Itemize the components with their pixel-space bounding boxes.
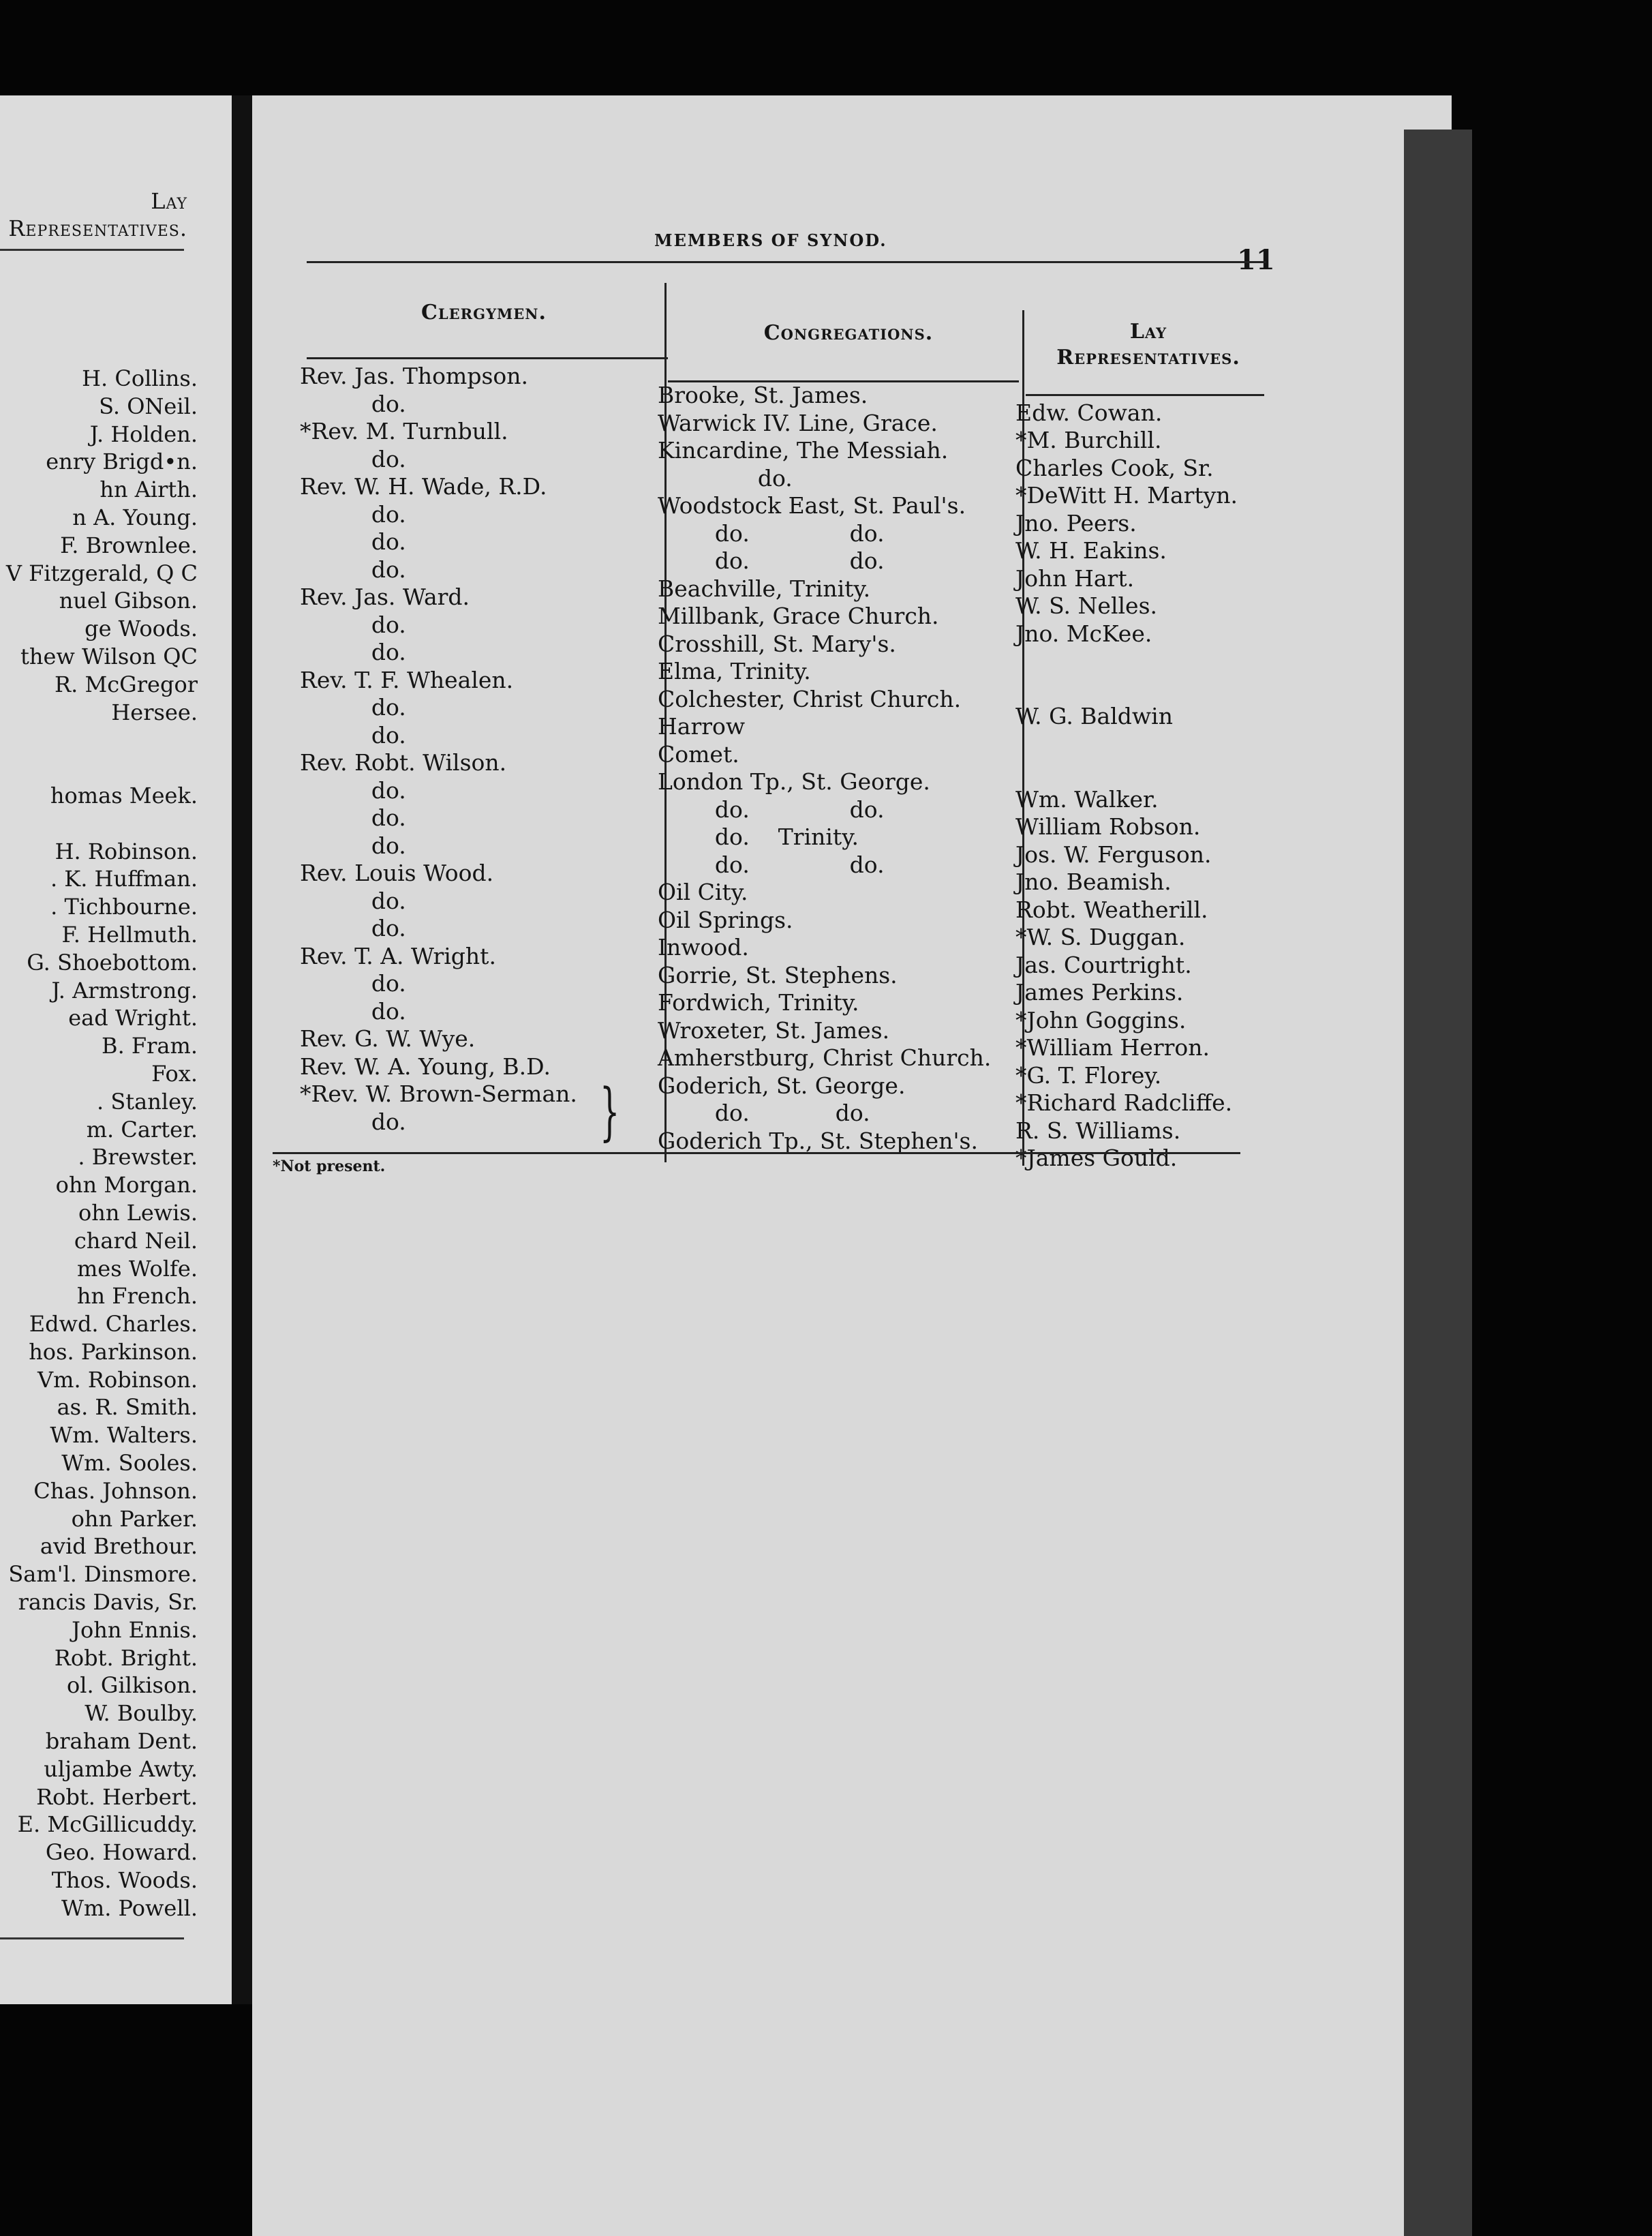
left-lay-name: chard Neil. bbox=[74, 1227, 198, 1254]
clergyman-entry: do. bbox=[300, 445, 406, 472]
clergyman-entry: do. bbox=[300, 556, 406, 583]
left-lay-name: R. McGregor bbox=[55, 671, 198, 697]
left-lay-name: B. Fram. bbox=[102, 1033, 198, 1059]
left-lay-name: Geo. Howard. bbox=[45, 1839, 198, 1866]
clergyman-entry: do. bbox=[300, 804, 406, 831]
congregation-entry: do. do. bbox=[658, 851, 885, 878]
brace-symbol: } bbox=[600, 1075, 620, 1148]
lay-representative-entry bbox=[1015, 731, 1238, 759]
clergyman-entry: *Rev. W. Brown-Serman. bbox=[300, 1081, 577, 1107]
left-lay-name: W. Boulby. bbox=[85, 1700, 198, 1727]
lay-representative-entry: William Robson. bbox=[1015, 813, 1201, 840]
congregation-entry: Brooke, St. James. bbox=[658, 382, 868, 408]
congregation-entry: Amherstburg, Christ Church. bbox=[658, 1044, 992, 1071]
lay-representative-entry: Jno. Peers. bbox=[1015, 509, 1137, 537]
lay-representative-entry: Edw. Cowan. bbox=[1015, 399, 1163, 426]
congregation-entry: Oil City. bbox=[658, 879, 748, 905]
left-lay-name: V Fitzgerald, Q C bbox=[5, 560, 198, 586]
header-lay-line1: Lay bbox=[1129, 320, 1167, 344]
clergyman-entry: do. bbox=[300, 639, 406, 665]
left-lay-name: Sam'l. Dinsmore. bbox=[8, 1561, 198, 1588]
congregation-entry: Inwood. bbox=[658, 934, 749, 961]
left-lay-name: Hersee. bbox=[111, 699, 198, 725]
left-lay-name: . K. Huffman. bbox=[50, 866, 198, 892]
clergyman-entry: do. bbox=[300, 997, 406, 1025]
lay-representative-entry: Charles Cook, Sr. bbox=[1015, 454, 1214, 481]
left-lay-name: G. Shoebottom. bbox=[27, 949, 198, 976]
left-header-line2: Representatives. bbox=[8, 215, 187, 241]
left-lay-name: hos. Parkinson. bbox=[29, 1338, 198, 1365]
congregation-entry: London Tp., St. George. bbox=[658, 768, 930, 795]
left-lay-name: H. Collins. bbox=[82, 365, 198, 391]
left-lay-name: nuel Gibson. bbox=[59, 588, 198, 614]
lay-representative-entry: Jno. Beamish. bbox=[1015, 868, 1172, 895]
congregation-entry: Goderich Tp., St. Stephen's. bbox=[658, 1127, 978, 1154]
congregation-entry: Colchester, Christ Church. bbox=[658, 685, 962, 712]
clergyman-entry: do. bbox=[300, 887, 406, 914]
congregation-entry: Goderich, St. George. bbox=[658, 1072, 906, 1099]
lay-representative-entry: *DeWitt H. Martyn. bbox=[1015, 482, 1238, 509]
congregation-entry: Harrow bbox=[658, 713, 746, 740]
lay-representative-entry: *William Herron. bbox=[1015, 1034, 1210, 1061]
congregation-entry: Kincardine, The Messiah. bbox=[658, 437, 949, 464]
congregation-entry: do. do. bbox=[658, 519, 885, 547]
footnote-not-present: *Not present. bbox=[273, 1158, 386, 1175]
clergyman-entry: Rev. Robt. Wilson. bbox=[300, 749, 507, 776]
clergyman-entry: Rev. W. A. Young, B.D. bbox=[300, 1053, 551, 1080]
lay-representative-entry: *John Goggins. bbox=[1015, 1006, 1187, 1033]
lay-representative-entry bbox=[1015, 648, 1238, 676]
clergyman-entry: Rev. Jas. Ward. bbox=[300, 584, 470, 610]
clergyman-entry: do. bbox=[300, 694, 406, 721]
congregation-entry: Fordwich, Trinity. bbox=[658, 989, 859, 1016]
left-lay-name: braham Dent. bbox=[45, 1728, 198, 1755]
clergyman-entry: Rev. Louis Wood. bbox=[300, 860, 494, 886]
left-lay-name: John Ennis. bbox=[72, 1616, 198, 1643]
clergyman-entry: Rev. T. A. Wright. bbox=[300, 942, 496, 969]
left-lay-name: Fox. bbox=[151, 1060, 198, 1087]
clergyman-entry: Rev. T. F. Whealen. bbox=[300, 666, 514, 693]
lay-representatives-column bbox=[1015, 372, 1238, 1173]
lay-representative-entry: John Hart. bbox=[1015, 564, 1135, 592]
left-lay-name: Vm. Robinson. bbox=[37, 1366, 198, 1393]
left-lay-name: Chas. Johnson. bbox=[33, 1477, 198, 1504]
left-lay-name bbox=[0, 810, 198, 838]
header-rule-clergymen bbox=[307, 357, 668, 359]
congregation-entry: do. Trinity. bbox=[658, 824, 859, 850]
left-lay-name: mes Wolfe. bbox=[76, 1255, 198, 1282]
left-lay-name: m. Carter. bbox=[86, 1116, 198, 1143]
left-top-rule bbox=[0, 249, 184, 251]
running-title: MEMBERS OF SYNOD. bbox=[654, 230, 887, 250]
lay-representative-entry: *M. Burchill. bbox=[1015, 427, 1162, 453]
header-clergymen: Clergymen. bbox=[421, 301, 547, 324]
book-binding bbox=[1404, 130, 1472, 2236]
left-lay-name: Wm. Walters. bbox=[50, 1422, 198, 1449]
lay-representative-entry bbox=[1015, 676, 1238, 704]
congregation-entry: Warwick IV. Line, Grace. bbox=[658, 409, 938, 436]
left-lay-name: Wm. Sooles. bbox=[61, 1450, 198, 1477]
congregation-entry: Elma, Trinity. bbox=[658, 658, 811, 684]
clergyman-entry: do. bbox=[300, 832, 406, 859]
congregation-entry: Crosshill, St. Mary's. bbox=[658, 630, 896, 657]
left-lay-name: ohn Lewis. bbox=[78, 1199, 198, 1226]
header-lay-representatives bbox=[1026, 319, 1271, 371]
left-lay-name: thew Wilson QC bbox=[20, 643, 198, 669]
left-lay-name: ead Wright. bbox=[68, 1005, 198, 1031]
left-lay-name: H. Robinson. bbox=[55, 838, 198, 864]
congregation-entry: Woodstock East, St. Paul's. bbox=[658, 492, 966, 519]
left-lay-name bbox=[0, 726, 198, 754]
congregation-entry: Gorrie, St. Stephens. bbox=[658, 961, 898, 988]
lay-representative-entry: Jos. W. Ferguson. bbox=[1015, 841, 1212, 868]
clergyman-entry: do. bbox=[300, 500, 406, 528]
left-lay-name: ol. Gilkison. bbox=[67, 1672, 198, 1699]
clergyman-entry: *Rev. M. Turnbull. bbox=[300, 418, 508, 444]
left-lay-name bbox=[0, 754, 198, 782]
left-lay-name: . Brewster. bbox=[78, 1144, 198, 1170]
page-number: 11 bbox=[1237, 244, 1275, 276]
lay-representative-entry: Wm. Walker. bbox=[1015, 785, 1159, 813]
congregation-entry: do. do. bbox=[658, 796, 885, 823]
lay-representative-entry: W. H. Eakins. bbox=[1015, 537, 1167, 564]
lay-representative-entry bbox=[1015, 758, 1238, 786]
table-bottom-rule bbox=[273, 1152, 1240, 1154]
left-lay-name: . Stanley. bbox=[97, 1088, 198, 1115]
left-bottom-rule bbox=[0, 1937, 184, 1939]
left-lay-name: ge Woods. bbox=[85, 616, 198, 642]
clergyman-entry: do. bbox=[300, 390, 406, 417]
congregation-entry: Millbank, Grace Church. bbox=[658, 603, 939, 629]
congregation-entry: Oil Springs. bbox=[658, 906, 793, 933]
left-lay-name: ohn Parker. bbox=[71, 1505, 198, 1532]
clergyman-entry: do. bbox=[300, 776, 406, 804]
left-lay-name: n A. Young. bbox=[72, 504, 198, 530]
clergyman-entry: Rev. W. H. Wade, R.D. bbox=[300, 473, 547, 500]
clergyman-entry: do. bbox=[300, 1108, 406, 1135]
lay-representative-entry: W. S. Nelles. bbox=[1015, 592, 1158, 619]
clergyman-entry: do. bbox=[300, 528, 406, 555]
clergyman-entry: do. bbox=[300, 611, 406, 638]
left-lay-name: enry Brigd•n. bbox=[46, 449, 198, 475]
left-lay-name: as. R. Smith. bbox=[57, 1394, 198, 1421]
clergyman-entry: Rev. G. W. Wye. bbox=[300, 1025, 476, 1052]
lay-representative-entry: *G. T. Florey. bbox=[1015, 1061, 1162, 1089]
lay-representative-entry: R. S. Williams. bbox=[1015, 1117, 1181, 1144]
left-lay-name: Wm. Powell. bbox=[61, 1894, 198, 1921]
left-lay-name: rancis Davis, Sr. bbox=[18, 1589, 198, 1616]
left-lay-name: ohn Morgan. bbox=[55, 1172, 198, 1198]
lay-representative-entry: *W. S. Duggan. bbox=[1015, 924, 1186, 950]
left-header-line1: Lay bbox=[151, 188, 187, 214]
left-lay-name: Edwd. Charles. bbox=[29, 1311, 198, 1338]
congregation-entry: do. do. bbox=[658, 547, 885, 574]
left-lay-name: hn French. bbox=[76, 1283, 198, 1310]
lay-representative-entry: Robt. Weatherill. bbox=[1015, 896, 1208, 923]
left-lay-representatives-list bbox=[0, 365, 198, 1922]
clergyman-entry: do. bbox=[300, 721, 406, 749]
congregation-entry: do. bbox=[658, 464, 793, 492]
lay-representative-entry: James Perkins. bbox=[1015, 979, 1184, 1006]
left-column-header bbox=[0, 187, 187, 242]
header-lay-line2: Representatives. bbox=[1056, 346, 1240, 369]
left-lay-name: E. McGillicuddy. bbox=[17, 1811, 198, 1838]
left-lay-name: hn Airth. bbox=[100, 477, 198, 503]
table-top-rule bbox=[307, 261, 1266, 263]
congregation-entry: Comet. bbox=[658, 740, 739, 768]
left-lay-name: homas Meek. bbox=[50, 782, 198, 809]
clergymen-column bbox=[300, 363, 577, 1136]
clergyman-entry: do. bbox=[300, 915, 406, 941]
lay-representative-entry: W. G. Baldwin bbox=[1015, 703, 1173, 729]
lay-representative-entry bbox=[1015, 372, 1238, 399]
left-lay-name: Robt. Herbert. bbox=[36, 1783, 198, 1810]
congregation-entry: do. do. bbox=[658, 1100, 870, 1126]
left-lay-name: . Tichbourne. bbox=[50, 894, 198, 920]
lay-representative-entry: Jas. Courtright. bbox=[1015, 951, 1192, 978]
congregation-entry: Beachville, Trinity. bbox=[658, 575, 871, 602]
left-lay-name: Thos. Woods. bbox=[51, 1867, 198, 1894]
left-lay-name: uljambe Awty. bbox=[44, 1755, 198, 1782]
congregations-column bbox=[658, 382, 991, 1155]
left-lay-name: S. ONeil. bbox=[99, 393, 198, 419]
left-lay-name: Robt. Bright. bbox=[54, 1644, 198, 1671]
left-lay-name: F. Hellmuth. bbox=[61, 921, 198, 948]
header-congregations: Congregations. bbox=[763, 321, 934, 345]
lay-representative-entry: Jno. McKee. bbox=[1015, 620, 1152, 647]
page-gutter bbox=[232, 95, 252, 2004]
left-lay-name: avid Brethour. bbox=[40, 1533, 198, 1560]
left-lay-name: F. Brownlee. bbox=[60, 532, 198, 558]
lay-representative-entry: *James Gould. bbox=[1015, 1145, 1178, 1171]
lay-representative-entry: *Richard Radcliffe. bbox=[1015, 1089, 1233, 1116]
clergyman-entry: Rev. Jas. Thompson. bbox=[300, 363, 528, 389]
left-lay-name: J. Armstrong. bbox=[51, 977, 198, 1003]
congregation-entry: Wroxeter, St. James. bbox=[658, 1016, 890, 1044]
clergyman-entry: do. bbox=[300, 970, 406, 997]
left-lay-name: J. Holden. bbox=[89, 421, 198, 447]
